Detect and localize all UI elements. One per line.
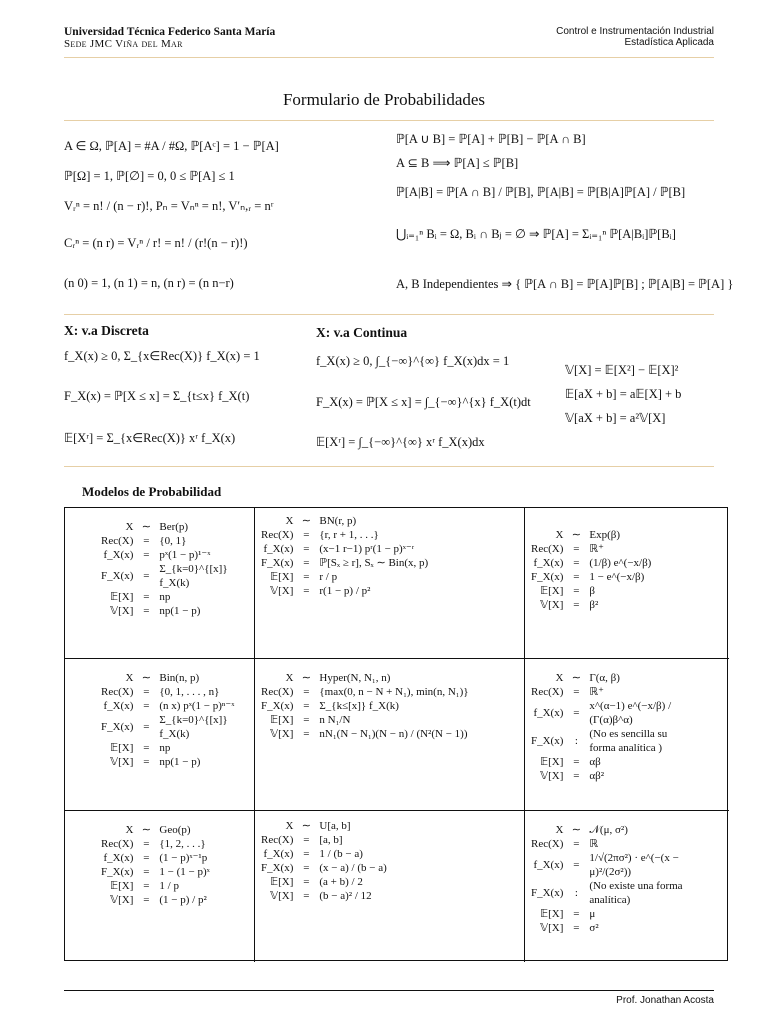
model-op: = xyxy=(573,859,580,871)
model-table xyxy=(259,671,507,741)
formula-total-probability: ⋃ᵢ₌₁ⁿ Bᵢ = Ω, Bᵢ ∩ Bⱼ = ∅ ⇒ ℙ[A] = Σᵢ₌₁ⁿ ℙ[A|Bᵢ]ℙ[Bᵢ] xyxy=(396,227,676,241)
model-value: np(1 − p) xyxy=(159,756,201,768)
model-value: np xyxy=(159,742,171,754)
subject-name: Estadística Aplicada xyxy=(624,37,714,48)
model-op: = xyxy=(143,721,150,733)
models-grid xyxy=(64,507,728,961)
model-value: ℝ⁺ xyxy=(589,543,604,555)
model-value: (x−1 r−1) pʳ(1 − p)ˣ⁻ʳ xyxy=(319,543,415,555)
model-op: = xyxy=(303,714,310,726)
model-op: = xyxy=(303,848,310,860)
model-value: (x − a) / (b − a) xyxy=(319,862,387,874)
formula-union: ℙ[A ∪ B] = ℙ[A] + ℙ[B] − ℙ[A ∩ B] xyxy=(396,132,586,146)
model-key: f_X(x) xyxy=(103,700,134,712)
model-op: = xyxy=(573,585,580,597)
model-op: = xyxy=(143,700,150,712)
model-key: 𝕍[X] xyxy=(270,585,294,597)
model-op: ∼ xyxy=(301,820,311,832)
model-op: = xyxy=(143,852,150,864)
campus-name: Sede JMC Viña del Mar xyxy=(64,38,183,50)
continuous-cdf: F_X(x) = ℙ[X ≤ x] = ∫_{−∞}^{x} f_X(t)dt xyxy=(316,395,531,409)
model-value: r / p xyxy=(319,571,338,583)
model-value: αβ xyxy=(589,756,601,768)
models-title: Modelos de Probabilidad xyxy=(82,484,222,499)
model-key: 𝕍[X] xyxy=(270,728,294,740)
model-table xyxy=(529,823,687,935)
title-divider xyxy=(64,120,714,121)
model-key: Rec(X) xyxy=(531,543,564,555)
model-op: = xyxy=(143,535,150,547)
model-key: Rec(X) xyxy=(261,529,294,541)
model-value: 𝒩(μ, σ²) xyxy=(589,824,628,836)
model-key: f_X(x) xyxy=(263,848,294,860)
model-value: Exp(β) xyxy=(589,529,621,541)
model-value: (1/β) e^(−x/β) xyxy=(589,557,652,569)
model-op: ∼ xyxy=(571,824,581,836)
model-value: (b − a)² / 12 xyxy=(319,890,372,902)
model-op: = xyxy=(573,557,580,569)
model-binomial xyxy=(65,659,255,811)
model-key: Rec(X) xyxy=(101,686,134,698)
discrete-density: f_X(x) ≥ 0, Σ_{x∈Rec(X)} f_X(x) = 1 xyxy=(64,349,260,363)
formula-prob-def: A ∈ Ω, ℙ[A] = #A / #Ω, ℙ[Aᶜ] = 1 − ℙ[A] xyxy=(64,139,279,153)
model-op: : xyxy=(574,735,578,747)
model-key: 𝔼[X] xyxy=(540,756,564,768)
university-name: Universidad Técnica Federico Santa María xyxy=(64,26,276,38)
model-value: β² xyxy=(589,599,599,611)
model-op: = xyxy=(573,756,580,768)
variance-linear: 𝕍[aX + b] = a²𝕍[X] xyxy=(565,411,666,425)
model-op: ∼ xyxy=(571,672,581,684)
model-value: 1/√(2πσ²) · e^(−(x − μ)²/(2σ²)) xyxy=(589,852,679,878)
model-value: Σ_{k=0}^{[x]} f_X(k) xyxy=(159,714,228,740)
model-key: F_X(x) xyxy=(101,866,134,878)
model-op: ∼ xyxy=(301,672,311,684)
model-key: 𝔼[X] xyxy=(110,742,134,754)
model-exponential xyxy=(525,508,729,659)
model-value: np xyxy=(159,591,171,603)
model-op: : xyxy=(574,887,578,899)
formula-subset: A ⊆ B ⟹ ℙ[A] ≤ ℙ[B] xyxy=(396,156,519,170)
model-value: U[a, b] xyxy=(319,820,351,832)
model-key: F_X(x) xyxy=(261,700,294,712)
model-key: 𝕍[X] xyxy=(540,922,564,934)
model-op: = xyxy=(303,571,310,583)
model-value: pˣ(1 − p)¹⁻ˣ xyxy=(159,549,211,561)
model-key: f_X(x) xyxy=(533,557,564,569)
model-hypergeometric xyxy=(255,659,525,811)
model-value: 1 − e^(−x/β) xyxy=(589,571,645,583)
continuous-density: f_X(x) ≥ 0, ∫_{−∞}^{∞} f_X(x)dx = 1 xyxy=(316,354,510,368)
model-key: Rec(X) xyxy=(531,686,564,698)
model-key: F_X(x) xyxy=(531,571,564,583)
model-key: 𝕍[X] xyxy=(110,756,134,768)
model-value: nN₁(N − N₁)(N − n) / (N²(N − 1)) xyxy=(319,728,468,740)
model-value: [a, b] xyxy=(319,834,343,846)
model-op: = xyxy=(143,838,150,850)
continuous-heading: X: v.a Continua xyxy=(316,325,408,340)
model-op: = xyxy=(573,543,580,555)
section-divider-1 xyxy=(64,314,714,315)
model-op: = xyxy=(573,922,580,934)
page-title: Formulario de Probabilidades xyxy=(282,90,486,109)
model-op: = xyxy=(303,862,310,874)
model-value: Σ_{k≤[x]} f_X(k) xyxy=(319,700,399,712)
model-value: BN(r, p) xyxy=(319,515,357,527)
model-value: β xyxy=(589,585,595,597)
model-op: = xyxy=(143,866,150,878)
model-op: ∼ xyxy=(141,824,151,836)
footer-author: Prof. Jonathan Acosta xyxy=(616,995,714,1006)
model-value: {max(0, n − N + N₁), min(n, N₁)} xyxy=(319,686,469,698)
model-key: 𝔼[X] xyxy=(270,876,294,888)
model-key: 𝔼[X] xyxy=(540,585,564,597)
model-key: f_X(x) xyxy=(103,852,134,864)
page-header xyxy=(64,26,714,56)
model-value: {0, 1, . . . , n} xyxy=(159,686,220,698)
model-key: X xyxy=(125,824,134,836)
model-op: = xyxy=(303,728,310,740)
model-value: (n x) pˣ(1 − p)ⁿ⁻ˣ xyxy=(159,700,235,712)
model-table xyxy=(99,823,247,907)
model-key: Rec(X) xyxy=(101,535,134,547)
model-op: = xyxy=(303,834,310,846)
model-key: Rec(X) xyxy=(101,838,134,850)
model-key: F_X(x) xyxy=(261,862,294,874)
model-value: αβ² xyxy=(589,770,605,782)
model-op: = xyxy=(143,894,150,906)
model-value: 1 / p xyxy=(159,880,179,892)
formula-independence: A, B Independientes ⇒ { ℙ[A ∩ B] = ℙ[A]ℙ[B] ; ℙ[A|B] = ℙ[A] } xyxy=(396,277,734,291)
model-op: = xyxy=(573,770,580,782)
model-table xyxy=(529,671,687,783)
model-op: ∼ xyxy=(141,672,151,684)
model-key: X xyxy=(555,824,564,836)
model-normal xyxy=(525,811,729,962)
discrete-heading: X: v.a Discreta xyxy=(64,323,149,338)
model-key: Rec(X) xyxy=(531,838,564,850)
header-right xyxy=(556,26,714,48)
model-key: X xyxy=(285,515,294,527)
model-op: = xyxy=(143,756,150,768)
model-value: (No es sencilla su forma analítica ) xyxy=(589,728,668,754)
model-key: 𝕍[X] xyxy=(540,770,564,782)
model-key: X xyxy=(125,521,134,533)
model-op: = xyxy=(573,599,580,611)
model-gamma xyxy=(525,659,729,811)
model-value: (1 − p) / p² xyxy=(159,894,207,906)
model-op: = xyxy=(573,571,580,583)
model-key: F_X(x) xyxy=(531,887,564,899)
header-divider xyxy=(64,57,714,58)
model-negative-binomial xyxy=(255,508,525,659)
model-key: X xyxy=(555,672,564,684)
model-op: = xyxy=(303,529,310,541)
model-geometric xyxy=(65,811,255,962)
model-op: = xyxy=(143,549,150,561)
model-value: ℝ⁺ xyxy=(589,686,604,698)
model-value: n N₁/N xyxy=(319,714,351,726)
model-value: r(1 − p) / p² xyxy=(319,585,371,597)
model-value: Γ(α, β) xyxy=(589,672,620,684)
model-key: F_X(x) xyxy=(531,735,564,747)
model-value: Ber(p) xyxy=(159,521,189,533)
section-divider-2 xyxy=(64,466,714,467)
model-key: X xyxy=(285,672,294,684)
discrete-cdf: F_X(x) = ℙ[X ≤ x] = Σ_{t≤x} f_X(t) xyxy=(64,389,250,403)
model-op: = xyxy=(143,591,150,603)
model-value: ℝ xyxy=(589,838,599,850)
model-key: X xyxy=(125,672,134,684)
model-key: 𝔼[X] xyxy=(540,908,564,920)
model-value: Geo(p) xyxy=(159,824,191,836)
footer-divider xyxy=(64,990,714,991)
model-value: σ² xyxy=(589,922,599,934)
model-op: = xyxy=(303,557,310,569)
model-key: 𝕍[X] xyxy=(270,890,294,902)
model-table xyxy=(259,514,507,598)
model-value: x^(α−1) e^(−x/β) / (Γ(α)β^α) xyxy=(589,700,672,726)
model-table xyxy=(259,819,507,903)
model-key: 𝕍[X] xyxy=(540,599,564,611)
model-op: = xyxy=(303,876,310,888)
model-uniform xyxy=(255,811,525,962)
model-value: 1 − (1 − p)ˣ xyxy=(159,866,210,878)
model-bernoulli xyxy=(65,508,255,659)
model-table xyxy=(529,528,687,612)
model-key: f_X(x) xyxy=(263,543,294,555)
model-op: = xyxy=(573,838,580,850)
model-value: Hyper(N, N₁, n) xyxy=(319,672,391,684)
model-key: 𝕍[X] xyxy=(110,605,134,617)
model-op: = xyxy=(143,686,150,698)
model-key: f_X(x) xyxy=(533,707,564,719)
model-value: μ xyxy=(589,908,596,920)
model-op: = xyxy=(303,700,310,712)
formula-combinations: Cᵣⁿ = (n r) = Vᵣⁿ / r! = n! / (r!(n − r)!) xyxy=(64,236,248,250)
model-key: X xyxy=(555,529,564,541)
model-value: ℙ[Sₓ ≥ r], Sₓ ∼ Bin(x, p) xyxy=(319,557,429,569)
model-key: f_X(x) xyxy=(103,549,134,561)
model-key: 𝕍[X] xyxy=(110,894,134,906)
model-value: (a + b) / 2 xyxy=(319,876,363,888)
model-value: np(1 − p) xyxy=(159,605,201,617)
model-key: f_X(x) xyxy=(533,859,564,871)
model-key: X xyxy=(285,820,294,832)
formula-prob-axioms: ℙ[Ω] = 1, ℙ[∅] = 0, 0 ≤ ℙ[A] ≤ 1 xyxy=(64,169,235,183)
model-op: = xyxy=(303,543,310,555)
model-op: = xyxy=(303,890,310,902)
model-op: = xyxy=(143,880,150,892)
model-key: 𝔼[X] xyxy=(110,880,134,892)
model-op: = xyxy=(143,570,150,582)
model-value: 1 / (b − a) xyxy=(319,848,363,860)
model-value: {1, 2, . . .} xyxy=(159,838,206,850)
model-key: Rec(X) xyxy=(261,686,294,698)
model-op: ∼ xyxy=(141,521,151,533)
expectation-linear: 𝔼[aX + b] = a𝔼[X] + b xyxy=(565,387,682,401)
course-name: Control e Instrumentación Industrial xyxy=(556,26,714,37)
model-op: ∼ xyxy=(301,515,311,527)
discrete-moment: 𝔼[Xʳ] = Σ_{x∈Rec(X)} xʳ f_X(x) xyxy=(64,431,236,445)
model-op: = xyxy=(303,585,310,597)
continuous-moment: 𝔼[Xʳ] = ∫_{−∞}^{∞} xʳ f_X(x)dx xyxy=(316,435,485,449)
model-op: = xyxy=(303,686,310,698)
model-key: 𝔼[X] xyxy=(110,591,134,603)
model-value: Bin(n, p) xyxy=(159,672,200,684)
model-op: = xyxy=(573,686,580,698)
model-key: F_X(x) xyxy=(261,557,294,569)
model-table xyxy=(99,520,247,618)
formula-variations: Vᵣⁿ = n! / (n − r)!, Pₙ = Vₙⁿ = n!, V′ₙ,ᵣ = nʳ xyxy=(64,199,274,213)
model-value: {0, 1} xyxy=(159,535,187,547)
model-value: (1 − p)ˣ⁻¹p xyxy=(159,852,208,864)
model-value: Σ_{k=0}^{[x]} f_X(k) xyxy=(159,563,228,589)
model-op: = xyxy=(573,908,580,920)
model-key: F_X(x) xyxy=(101,721,134,733)
model-op: = xyxy=(143,742,150,754)
model-key: Rec(X) xyxy=(261,834,294,846)
model-op: = xyxy=(573,707,580,719)
model-value: (No existe una forma analítica) xyxy=(589,880,683,906)
formula-conditional: ℙ[A|B] = ℙ[A ∩ B] / ℙ[B], ℙ[A|B] = ℙ[B|A]ℙ[A] / ℙ[B] xyxy=(396,185,686,199)
model-table xyxy=(99,671,247,769)
model-op: = xyxy=(143,605,150,617)
header-left xyxy=(64,26,275,50)
model-key: 𝔼[X] xyxy=(270,571,294,583)
model-op: ∼ xyxy=(571,529,581,541)
model-key: 𝔼[X] xyxy=(270,714,294,726)
variance-def: 𝕍[X] = 𝔼[X²] − 𝔼[X]² xyxy=(565,363,679,377)
model-value: {r, r + 1, . . .} xyxy=(319,529,379,541)
formula-binomial-identities: (n 0) = 1, (n 1) = n, (n r) = (n n−r) xyxy=(64,276,234,290)
model-key: F_X(x) xyxy=(101,570,134,582)
